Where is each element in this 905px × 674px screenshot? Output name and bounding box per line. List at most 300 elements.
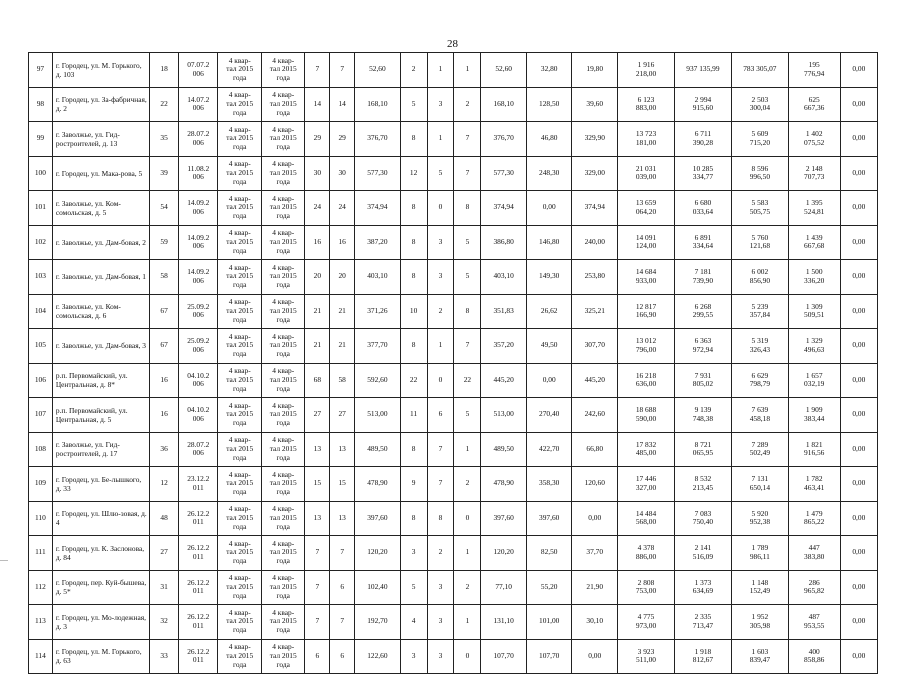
cost-total-cell: 4 775 973,00 <box>618 605 675 640</box>
units-total-cell: 8 <box>400 225 427 260</box>
units-total-cell: 8 <box>400 122 427 157</box>
count-resettled-cell: 20 <box>330 260 355 295</box>
start-period-cell: 4 квар- тал 2015 года <box>218 398 261 433</box>
row-number-cell: 114 <box>29 639 53 674</box>
fund-regional-cell: 5 583 505,75 <box>731 191 788 226</box>
units-municipal-cell: 0 <box>454 501 481 536</box>
area-resettled-cell: 478,90 <box>481 467 527 502</box>
row-number-cell: 102 <box>29 225 53 260</box>
area-resettled-cell: 131,10 <box>481 605 527 640</box>
fund-federal-cell: 7 083 750,40 <box>674 501 731 536</box>
start-period-cell: 4 квар- тал 2015 года <box>218 87 261 122</box>
table-row <box>29 329 878 364</box>
units-total-cell: 3 <box>400 536 427 571</box>
units-municipal-cell: 7 <box>454 122 481 157</box>
units-private-cell: 2 <box>427 294 454 329</box>
table-row <box>29 467 878 502</box>
area-private-cell: 26,62 <box>526 294 572 329</box>
fund-regional-cell: 5 239 357,84 <box>731 294 788 329</box>
table-row <box>29 156 878 191</box>
area-resettled-cell: 489,50 <box>481 432 527 467</box>
fund-other-cell: 0,00 <box>840 501 877 536</box>
fund-other-cell: 0,00 <box>840 329 877 364</box>
area-resettled-cell: 577,30 <box>481 156 527 191</box>
fund-regional-cell: 1 603 839,47 <box>731 639 788 674</box>
units-total-cell: 11 <box>400 398 427 433</box>
end-period-cell: 4 квар- тал 2015 года <box>261 329 304 364</box>
count-total-cell: 13 <box>305 501 330 536</box>
area-municipal-cell: 242,60 <box>572 398 618 433</box>
fund-regional-cell: 783 305,07 <box>731 53 788 88</box>
year-cell: 33 <box>150 639 179 674</box>
cost-total-cell: 16 218 636,00 <box>618 363 675 398</box>
fund-federal-cell: 6 363 972,94 <box>674 329 731 364</box>
area-private-cell: 49,50 <box>526 329 572 364</box>
fund-federal-cell: 8 721 065,95 <box>674 432 731 467</box>
count-resettled-cell: 6 <box>330 570 355 605</box>
address-cell: г. Заволжье, ул. Ком-сомольская, д. 6 <box>52 294 149 329</box>
cost-total-cell: 21 031 039,00 <box>618 156 675 191</box>
row-number-cell: 110 <box>29 501 53 536</box>
address-cell: г. Городец, ул. Мака-рова, 5 <box>52 156 149 191</box>
units-private-cell: 7 <box>427 467 454 502</box>
count-total-cell: 24 <box>305 191 330 226</box>
count-total-cell: 7 <box>305 570 330 605</box>
date-cell: 23.12.2 011 <box>179 467 218 502</box>
units-private-cell: 3 <box>427 225 454 260</box>
count-resettled-cell: 13 <box>330 432 355 467</box>
year-cell: 12 <box>150 467 179 502</box>
table-row <box>29 536 878 571</box>
fund-regional-cell: 7 131 650,14 <box>731 467 788 502</box>
units-private-cell: 8 <box>427 501 454 536</box>
fund-local-cell: 1 329 496,63 <box>788 329 840 364</box>
fund-federal-cell: 7 181 739,90 <box>674 260 731 295</box>
address-cell: г. Заволжье, ул. Ком-сомольская, д. 5 <box>52 191 149 226</box>
count-resettled-cell: 15 <box>330 467 355 502</box>
count-resettled-cell: 6 <box>330 639 355 674</box>
units-total-cell: 8 <box>400 260 427 295</box>
units-total-cell: 5 <box>400 570 427 605</box>
area-private-cell: 107,70 <box>526 639 572 674</box>
units-total-cell: 3 <box>400 639 427 674</box>
area-total-cell: 120,20 <box>355 536 401 571</box>
address-cell: г. Городец, ул. За-фабричная, д. 2 <box>52 87 149 122</box>
area-private-cell: 270,40 <box>526 398 572 433</box>
count-total-cell: 15 <box>305 467 330 502</box>
fund-local-cell: 1 479 865,22 <box>788 501 840 536</box>
count-resettled-cell: 24 <box>330 191 355 226</box>
units-private-cell: 1 <box>427 329 454 364</box>
count-resettled-cell: 14 <box>330 87 355 122</box>
table-row <box>29 501 878 536</box>
fund-regional-cell: 5 920 952,38 <box>731 501 788 536</box>
area-municipal-cell: 21,90 <box>572 570 618 605</box>
area-private-cell: 0,00 <box>526 191 572 226</box>
area-resettled-cell: 513,00 <box>481 398 527 433</box>
address-cell: г. Городец, ул. Мо-лодежная, д. 3 <box>52 605 149 640</box>
fund-local-cell: 400 858,86 <box>788 639 840 674</box>
date-cell: 25.09.2 006 <box>179 329 218 364</box>
date-cell: 26.12.2 011 <box>179 501 218 536</box>
year-cell: 54 <box>150 191 179 226</box>
end-period-cell: 4 квар- тал 2015 года <box>261 53 304 88</box>
cost-total-cell: 14 684 933,00 <box>618 260 675 295</box>
fund-other-cell: 0,00 <box>840 432 877 467</box>
fund-other-cell: 0,00 <box>840 639 877 674</box>
area-private-cell: 46,80 <box>526 122 572 157</box>
fund-regional-cell: 8 596 996,50 <box>731 156 788 191</box>
area-resettled-cell: 374,94 <box>481 191 527 226</box>
units-private-cell: 3 <box>427 570 454 605</box>
count-resettled-cell: 58 <box>330 363 355 398</box>
start-period-cell: 4 квар- тал 2015 года <box>218 467 261 502</box>
units-municipal-cell: 5 <box>454 225 481 260</box>
fund-local-cell: 2 148 707,73 <box>788 156 840 191</box>
address-cell: г. Городец, ул. Шлю-зовая, д. 4 <box>52 501 149 536</box>
date-cell: 04.10.2 006 <box>179 363 218 398</box>
start-period-cell: 4 квар- тал 2015 года <box>218 260 261 295</box>
count-total-cell: 7 <box>305 53 330 88</box>
fund-federal-cell: 6 711 390,28 <box>674 122 731 157</box>
area-private-cell: 101,00 <box>526 605 572 640</box>
area-private-cell: 32,80 <box>526 53 572 88</box>
date-cell: 26.12.2 011 <box>179 536 218 571</box>
start-period-cell: 4 квар- тал 2015 года <box>218 536 261 571</box>
date-cell: 14.09.2 006 <box>179 260 218 295</box>
units-total-cell: 8 <box>400 432 427 467</box>
cost-total-cell: 6 123 883,00 <box>618 87 675 122</box>
table-row <box>29 432 878 467</box>
end-period-cell: 4 квар- тал 2015 года <box>261 156 304 191</box>
fund-local-cell: 625 667,36 <box>788 87 840 122</box>
row-number-cell: 108 <box>29 432 53 467</box>
date-cell: 14.09.2 006 <box>179 191 218 226</box>
units-total-cell: 4 <box>400 605 427 640</box>
address-cell: г. Городец, ул. К. Заслонова, д. 84 <box>52 536 149 571</box>
area-resettled-cell: 376,70 <box>481 122 527 157</box>
year-cell: 18 <box>150 53 179 88</box>
cost-total-cell: 13 659 064,20 <box>618 191 675 226</box>
area-total-cell: 376,70 <box>355 122 401 157</box>
fund-other-cell: 0,00 <box>840 156 877 191</box>
table-row <box>29 605 878 640</box>
row-number-cell: 103 <box>29 260 53 295</box>
fund-regional-cell: 6 002 856,90 <box>731 260 788 295</box>
area-private-cell: 248,30 <box>526 156 572 191</box>
fund-regional-cell: 1 148 152,49 <box>731 570 788 605</box>
area-private-cell: 422,70 <box>526 432 572 467</box>
area-private-cell: 397,60 <box>526 501 572 536</box>
end-period-cell: 4 квар- тал 2015 года <box>261 639 304 674</box>
cost-total-cell: 13 723 181,00 <box>618 122 675 157</box>
units-private-cell: 1 <box>427 122 454 157</box>
fund-federal-cell: 2 141 516,09 <box>674 536 731 571</box>
date-cell: 25.09.2 006 <box>179 294 218 329</box>
cost-total-cell: 13 012 796,00 <box>618 329 675 364</box>
table-row <box>29 260 878 295</box>
count-total-cell: 20 <box>305 260 330 295</box>
area-total-cell: 489,50 <box>355 432 401 467</box>
year-cell: 59 <box>150 225 179 260</box>
address-cell: г. Заволжье, ул. Гид-ростроителей, д. 13 <box>52 122 149 157</box>
fund-federal-cell: 6 680 033,64 <box>674 191 731 226</box>
cost-total-cell: 18 688 590,00 <box>618 398 675 433</box>
fund-other-cell: 0,00 <box>840 605 877 640</box>
row-number-cell: 98 <box>29 87 53 122</box>
row-number-cell: 99 <box>29 122 53 157</box>
fund-other-cell: 0,00 <box>840 294 877 329</box>
year-cell: 36 <box>150 432 179 467</box>
area-total-cell: 374,94 <box>355 191 401 226</box>
area-private-cell: 0,00 <box>526 363 572 398</box>
units-total-cell: 5 <box>400 87 427 122</box>
start-period-cell: 4 квар- тал 2015 года <box>218 191 261 226</box>
start-period-cell: 4 квар- тал 2015 года <box>218 363 261 398</box>
address-cell: г. Городец, ул. М. Горького, д. 103 <box>52 53 149 88</box>
count-total-cell: 29 <box>305 122 330 157</box>
address-cell: р.п. Первомайский, ул. Центральная, д. 5 <box>52 398 149 433</box>
area-municipal-cell: 329,90 <box>572 122 618 157</box>
fund-federal-cell: 7 931 805,02 <box>674 363 731 398</box>
start-period-cell: 4 квар- тал 2015 года <box>218 294 261 329</box>
date-cell: 07.07.2 006 <box>179 53 218 88</box>
count-total-cell: 6 <box>305 639 330 674</box>
year-cell: 48 <box>150 501 179 536</box>
area-municipal-cell: 19,80 <box>572 53 618 88</box>
fund-federal-cell: 8 532 213,45 <box>674 467 731 502</box>
area-municipal-cell: 240,00 <box>572 225 618 260</box>
area-private-cell: 146,80 <box>526 225 572 260</box>
units-private-cell: 3 <box>427 87 454 122</box>
count-resettled-cell: 21 <box>330 329 355 364</box>
units-municipal-cell: 8 <box>454 191 481 226</box>
area-resettled-cell: 77,10 <box>481 570 527 605</box>
fund-other-cell: 0,00 <box>840 122 877 157</box>
count-total-cell: 14 <box>305 87 330 122</box>
area-total-cell: 377,70 <box>355 329 401 364</box>
units-municipal-cell: 22 <box>454 363 481 398</box>
page-number: 28 <box>447 38 458 50</box>
year-cell: 16 <box>150 398 179 433</box>
margin-mark <box>0 560 8 561</box>
date-cell: 14.07.2 006 <box>179 87 218 122</box>
fund-other-cell: 0,00 <box>840 398 877 433</box>
count-total-cell: 21 <box>305 294 330 329</box>
count-resettled-cell: 27 <box>330 398 355 433</box>
fund-federal-cell: 6 891 334,64 <box>674 225 731 260</box>
end-period-cell: 4 квар- тал 2015 года <box>261 570 304 605</box>
start-period-cell: 4 квар- тал 2015 года <box>218 53 261 88</box>
address-cell: г. Городец, пер. Куй-бышева, д. 5* <box>52 570 149 605</box>
count-resettled-cell: 29 <box>330 122 355 157</box>
area-municipal-cell: 66,80 <box>572 432 618 467</box>
units-total-cell: 9 <box>400 467 427 502</box>
area-municipal-cell: 329,00 <box>572 156 618 191</box>
area-total-cell: 52,60 <box>355 53 401 88</box>
area-total-cell: 577,30 <box>355 156 401 191</box>
units-private-cell: 5 <box>427 156 454 191</box>
cost-total-cell: 14 484 568,00 <box>618 501 675 536</box>
units-municipal-cell: 7 <box>454 156 481 191</box>
date-cell: 11.08.2 006 <box>179 156 218 191</box>
row-number-cell: 111 <box>29 536 53 571</box>
date-cell: 28.07.2 006 <box>179 432 218 467</box>
units-municipal-cell: 1 <box>454 605 481 640</box>
units-private-cell: 7 <box>427 432 454 467</box>
start-period-cell: 4 квар- тал 2015 года <box>218 432 261 467</box>
table-row <box>29 122 878 157</box>
cost-total-cell: 1 916 218,00 <box>618 53 675 88</box>
area-total-cell: 478,90 <box>355 467 401 502</box>
table-row <box>29 191 878 226</box>
fund-other-cell: 0,00 <box>840 260 877 295</box>
area-municipal-cell: 374,94 <box>572 191 618 226</box>
units-municipal-cell: 0 <box>454 639 481 674</box>
end-period-cell: 4 квар- тал 2015 года <box>261 225 304 260</box>
address-cell: р.п. Первомайский, ул. Центральная, д. 8* <box>52 363 149 398</box>
fund-federal-cell: 2 335 713,47 <box>674 605 731 640</box>
table-row <box>29 225 878 260</box>
area-municipal-cell: 253,80 <box>572 260 618 295</box>
units-municipal-cell: 7 <box>454 329 481 364</box>
start-period-cell: 4 квар- тал 2015 года <box>218 501 261 536</box>
date-cell: 26.12.2 011 <box>179 639 218 674</box>
start-period-cell: 4 квар- тал 2015 года <box>218 639 261 674</box>
end-period-cell: 4 квар- тал 2015 года <box>261 87 304 122</box>
units-total-cell: 8 <box>400 191 427 226</box>
fund-federal-cell: 937 135,99 <box>674 53 731 88</box>
row-number-cell: 109 <box>29 467 53 502</box>
address-cell: г. Заволжье, ул. Дам-бовая, 3 <box>52 329 149 364</box>
fund-local-cell: 195 776,94 <box>788 53 840 88</box>
end-period-cell: 4 квар- тал 2015 года <box>261 363 304 398</box>
fund-local-cell: 1 782 463,41 <box>788 467 840 502</box>
area-resettled-cell: 403,10 <box>481 260 527 295</box>
count-total-cell: 68 <box>305 363 330 398</box>
area-municipal-cell: 120,60 <box>572 467 618 502</box>
start-period-cell: 4 квар- тал 2015 года <box>218 122 261 157</box>
year-cell: 58 <box>150 260 179 295</box>
area-total-cell: 102,40 <box>355 570 401 605</box>
fund-local-cell: 286 965,82 <box>788 570 840 605</box>
start-period-cell: 4 квар- тал 2015 года <box>218 605 261 640</box>
count-total-cell: 13 <box>305 432 330 467</box>
area-municipal-cell: 325,21 <box>572 294 618 329</box>
date-cell: 26.12.2 011 <box>179 605 218 640</box>
area-total-cell: 513,00 <box>355 398 401 433</box>
fund-local-cell: 1 821 916,56 <box>788 432 840 467</box>
area-resettled-cell: 52,60 <box>481 53 527 88</box>
area-municipal-cell: 0,00 <box>572 501 618 536</box>
end-period-cell: 4 квар- тал 2015 года <box>261 294 304 329</box>
cost-total-cell: 17 446 327,00 <box>618 467 675 502</box>
cost-total-cell: 14 091 124,00 <box>618 225 675 260</box>
area-resettled-cell: 397,60 <box>481 501 527 536</box>
area-resettled-cell: 357,20 <box>481 329 527 364</box>
units-municipal-cell: 5 <box>454 260 481 295</box>
year-cell: 16 <box>150 363 179 398</box>
housing-program-table <box>28 52 878 674</box>
fund-regional-cell: 7 639 458,18 <box>731 398 788 433</box>
area-municipal-cell: 0,00 <box>572 639 618 674</box>
units-municipal-cell: 5 <box>454 398 481 433</box>
area-municipal-cell: 445,20 <box>572 363 618 398</box>
area-total-cell: 592,60 <box>355 363 401 398</box>
area-resettled-cell: 386,80 <box>481 225 527 260</box>
fund-other-cell: 0,00 <box>840 467 877 502</box>
fund-federal-cell: 1 373 634,69 <box>674 570 731 605</box>
address-cell: г. Заволжье, ул. Гид-ростроителей, д. 17 <box>52 432 149 467</box>
units-municipal-cell: 8 <box>454 294 481 329</box>
count-resettled-cell: 7 <box>330 605 355 640</box>
count-resettled-cell: 30 <box>330 156 355 191</box>
units-private-cell: 0 <box>427 191 454 226</box>
fund-local-cell: 1 439 667,68 <box>788 225 840 260</box>
units-municipal-cell: 1 <box>454 53 481 88</box>
area-resettled-cell: 107,70 <box>481 639 527 674</box>
area-private-cell: 55,20 <box>526 570 572 605</box>
end-period-cell: 4 квар- тал 2015 года <box>261 605 304 640</box>
fund-other-cell: 0,00 <box>840 87 877 122</box>
count-resettled-cell: 13 <box>330 501 355 536</box>
area-resettled-cell: 445,20 <box>481 363 527 398</box>
area-resettled-cell: 351,83 <box>481 294 527 329</box>
area-total-cell: 397,60 <box>355 501 401 536</box>
fund-federal-cell: 10 285 334,77 <box>674 156 731 191</box>
area-municipal-cell: 307,70 <box>572 329 618 364</box>
table-row <box>29 294 878 329</box>
count-resettled-cell: 7 <box>330 53 355 88</box>
units-private-cell: 2 <box>427 536 454 571</box>
count-total-cell: 7 <box>305 536 330 571</box>
fund-local-cell: 447 383,80 <box>788 536 840 571</box>
end-period-cell: 4 квар- тал 2015 года <box>261 191 304 226</box>
row-number-cell: 112 <box>29 570 53 605</box>
units-municipal-cell: 1 <box>454 432 481 467</box>
fund-federal-cell: 9 139 748,38 <box>674 398 731 433</box>
table-row <box>29 363 878 398</box>
year-cell: 32 <box>150 605 179 640</box>
fund-federal-cell: 1 918 812,67 <box>674 639 731 674</box>
fund-local-cell: 1 909 383,44 <box>788 398 840 433</box>
fund-regional-cell: 6 629 798,79 <box>731 363 788 398</box>
fund-regional-cell: 5 609 715,20 <box>731 122 788 157</box>
start-period-cell: 4 квар- тал 2015 года <box>218 225 261 260</box>
table-row <box>29 570 878 605</box>
row-number-cell: 97 <box>29 53 53 88</box>
fund-local-cell: 1 309 509,51 <box>788 294 840 329</box>
area-municipal-cell: 30,10 <box>572 605 618 640</box>
table-row <box>29 398 878 433</box>
start-period-cell: 4 квар- тал 2015 года <box>218 570 261 605</box>
year-cell: 35 <box>150 122 179 157</box>
date-cell: 04.10.2 006 <box>179 398 218 433</box>
units-private-cell: 0 <box>427 363 454 398</box>
area-private-cell: 358,30 <box>526 467 572 502</box>
fund-other-cell: 0,00 <box>840 225 877 260</box>
row-number-cell: 105 <box>29 329 53 364</box>
row-number-cell: 107 <box>29 398 53 433</box>
date-cell: 14.09.2 006 <box>179 225 218 260</box>
row-number-cell: 106 <box>29 363 53 398</box>
end-period-cell: 4 квар- тал 2015 года <box>261 398 304 433</box>
year-cell: 31 <box>150 570 179 605</box>
date-cell: 28.07.2 006 <box>179 122 218 157</box>
units-municipal-cell: 2 <box>454 570 481 605</box>
area-municipal-cell: 37,70 <box>572 536 618 571</box>
year-cell: 39 <box>150 156 179 191</box>
